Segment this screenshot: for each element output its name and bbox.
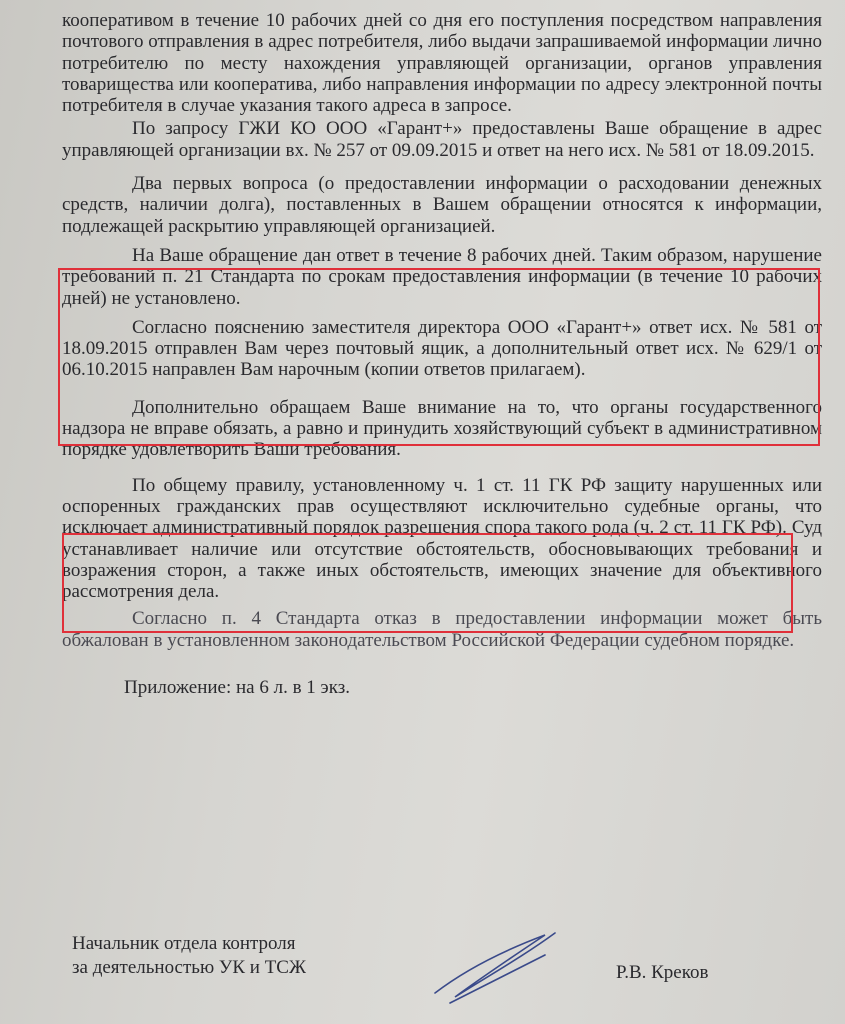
paragraph-7: По общему правилу, установленному ч. 1 ст. 11 ГК РФ защиту нарушенных или оспоренных гражданских прав осуществляют исключительно судебные органы, что исключает административный порядок разрешения спора такого рода (ч. 2 ст. 11 ГК РФ). Суд устанавливает наличие или отсутствие обстоятельств, обосновывающих требования и возражения сторон, а также иных обстоятельств, имеющих значение для объективного рассмотрения дела. — [62, 474, 822, 603]
paragraph-3-highlighted: Два первых вопроса (о предоставлении информации о расходовании денежных средств, наличии долга), поставленных в Вашем обращении относятся к информации, подлежащей раскрытию управляющей организацией. — [62, 173, 822, 237]
paragraph-8: Согласно п. 4 Стандарта отказ в предоставлении информации может быть обжалован в установленном законодательством Российской Федерации судебном порядке. — [62, 608, 822, 651]
signatory-name: Р.В. Креков — [616, 962, 709, 983]
paragraph-5: Согласно пояснению заместителя директора ООО «Гарант+» ответ исх. № 581 от 18.09.2015 отправлен Вам через почтовый ящик, а дополнительный ответ исх. № 629/1 от 06.10.2015 направлен Вам нарочным (копии ответов прилагаем). — [62, 316, 822, 381]
document-body — [62, 10, 822, 698]
paragraph-4-highlighted: На Ваше обращение дан ответ в течение 8 рабочих дней. Таким образом, нарушение требований п. 21 Стандарта по срокам предоставления информации (в течение 10 рабочих дней) не установлено. — [62, 244, 822, 309]
signatory-title-line1: Начальник отдела контроля — [72, 933, 296, 954]
paragraph-1: кооперативом в течение 10 рабочих дней со дня его поступления посредством направления почтового отправления в адрес потребителя, либо выдачи запрашиваемой информации лично потребителю по месту нахождения управляющей организации, органов управления товарищества или кооператива, либо направления информации по адресу электронной почты потребителя в случае указания такого адреса в запросе. — [62, 10, 822, 117]
handwritten-signature — [395, 915, 595, 1015]
paragraph-2: По запросу ГЖИ КО ООО «Гарант+» предоставлены Ваше обращение в адрес управляющей организации вх. № 257 от 09.09.2015 и ответ на него исх. № 581 от 18.09.2015. — [62, 118, 822, 161]
attachment-line: Приложение: на 6 л. в 1 экз. — [124, 677, 350, 699]
signatory-title-line2: за деятельностью УК и ТСЖ — [72, 957, 306, 978]
paragraph-6-highlighted: Дополнительно обращаем Ваше внимание на то, что органы государственного надзора не вправе обязать, а равно и принудить хозяйствующий субъект в административном порядке удовлетворить Ваши требования. — [62, 396, 822, 461]
signatory-title — [72, 932, 306, 980]
